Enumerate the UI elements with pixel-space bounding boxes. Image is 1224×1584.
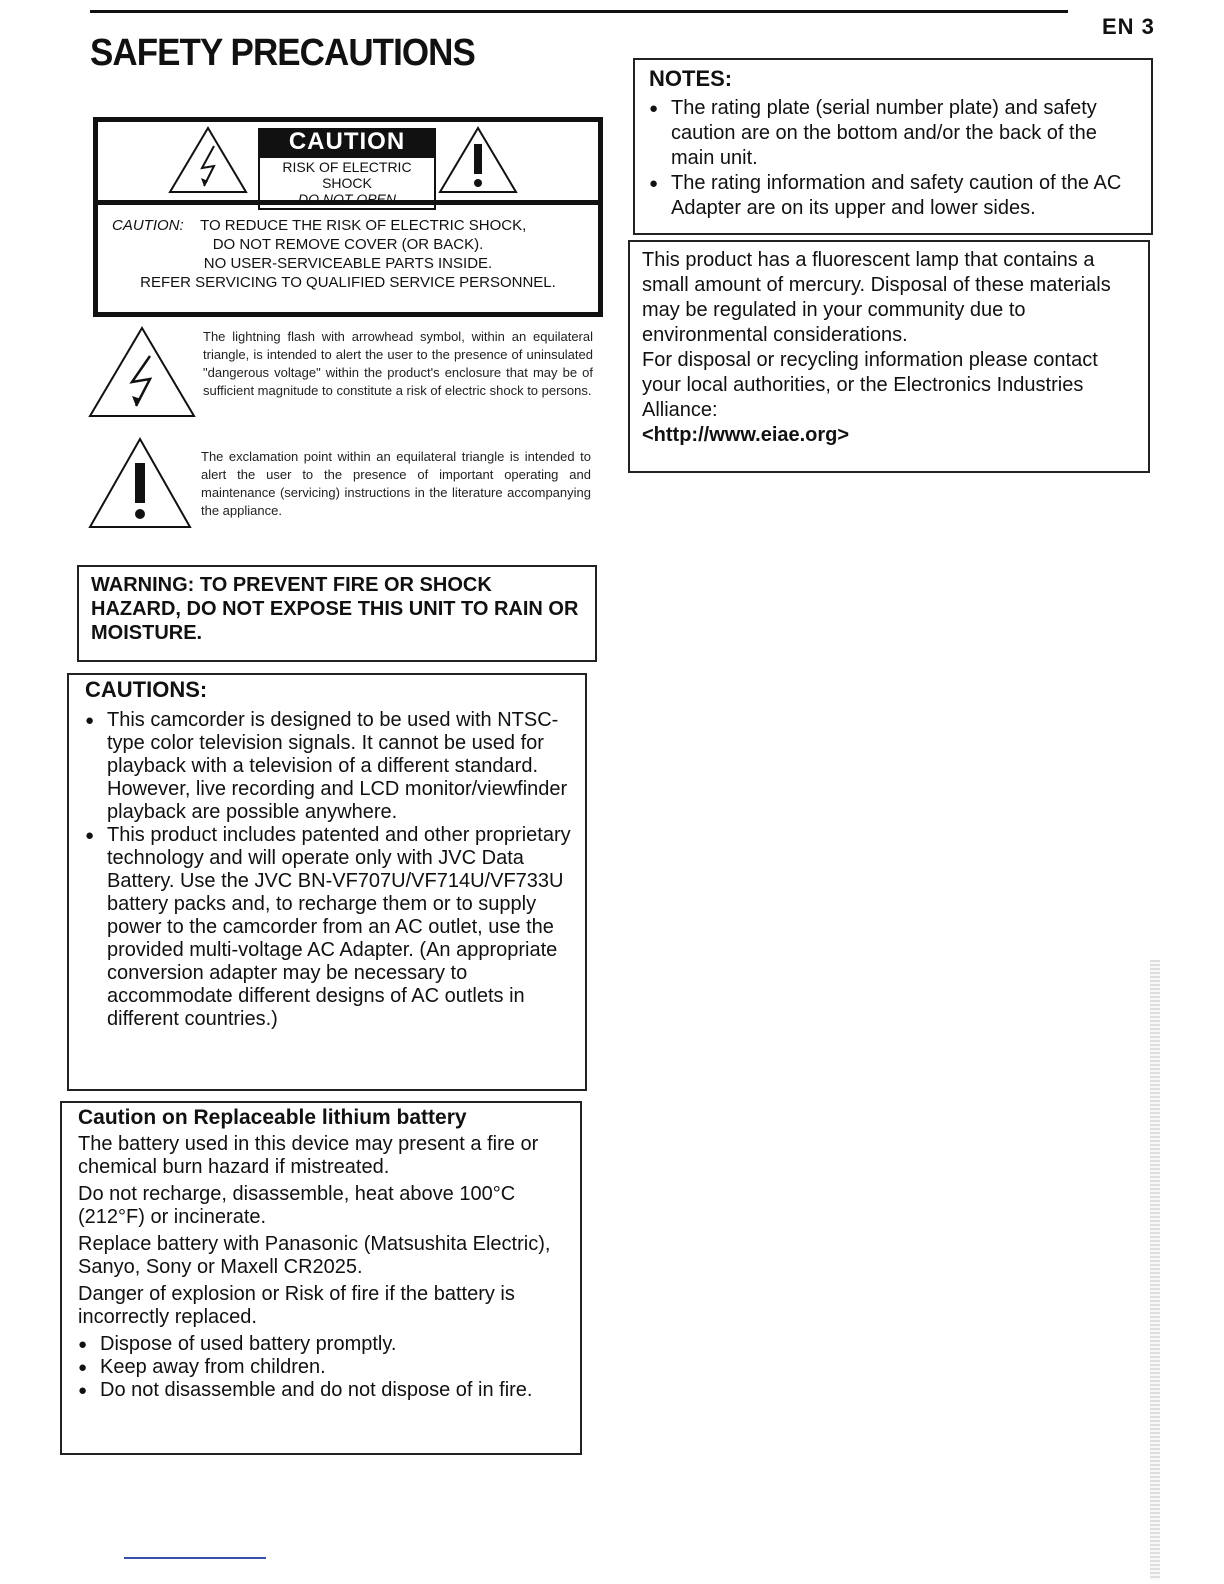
footer-rule xyxy=(124,1557,266,1559)
mercury-paragraph-1: This product has a fluorescent lamp that contains a small amount of mercury. Disposal of these materials may be regulated in your community due to environmental considerations. xyxy=(642,249,1111,346)
caution-banner xyxy=(258,128,436,210)
lightning-symbol-description: The lightning flash with arrowhead symbol, within an equilateral triangle, is intended to alert the user to the presence of uninsulated "dangerous voltage" within the product's enclosure that may be of sufficient magnitude to constitute a risk of electric shock to persons. xyxy=(203,329,593,398)
caution-line-4: REFER SERVICING TO QUALIFIED SERVICE PERSONNEL. xyxy=(140,274,556,291)
lithium-battery-box xyxy=(60,1101,582,1455)
warning-text: WARNING: TO PREVENT FIRE OR SHOCK HAZARD, DO NOT EXPOSE THIS UNIT TO RAIN OR MOISTURE. xyxy=(91,574,579,644)
cautions-box xyxy=(67,673,587,1091)
lightning-warning-icon xyxy=(168,126,248,194)
exclamation-symbol-description: The exclamation point within an equilateral triangle is intended to alert the user to the presence of important operating and maintenance (servicing) instructions in the literature accompanying the appliance. xyxy=(201,449,591,518)
list-item: ● Dispose of used battery promptly. xyxy=(78,1333,566,1356)
caution-line-2: DO NOT REMOVE COVER (OR BACK). xyxy=(212,236,484,253)
banner-line-risk: RISK OF ELECTRIC SHOCK xyxy=(282,159,412,191)
cautions-heading: CAUTIONS: xyxy=(85,677,208,702)
caution-line-1-text: TO REDUCE THE RISK OF ELECTRIC SHOCK, xyxy=(200,217,527,234)
cautions-list xyxy=(85,709,571,1031)
lithium-paragraph-3: Replace battery with Panasonic (Matsushita Electric), Sanyo, Sony or Maxell CR2025. xyxy=(78,1233,551,1278)
caution-line-1 xyxy=(112,216,584,235)
list-item: ● This product includes patented and other proprietary technology and will operate only with JVC Data Battery. Use the JVC BN-VF707U/VF714U/VF733U battery packs and, to recharge them or to supply power to the camcorder from an AC outlet, use the provided multi-voltage AC Adapter. (An appropriate conversion adapter may be necessary to accommodate different designs of AC outlets in different countries.) xyxy=(85,824,571,1031)
page-number: EN 3 xyxy=(1102,14,1155,39)
lightning-symbol-icon xyxy=(88,326,196,418)
caution-label-header xyxy=(98,122,598,205)
top-rule xyxy=(90,10,1068,13)
lithium-paragraph-4: Danger of explosion or Risk of fire if the battery is incorrectly replaced. xyxy=(78,1283,515,1328)
exclamation-symbol-icon xyxy=(88,437,192,529)
notes-box xyxy=(633,58,1153,235)
lithium-paragraph-2: Do not recharge, disassemble, heat above 100°C (212°F) or incinerate. xyxy=(78,1183,516,1228)
caution-banner-subtitle xyxy=(258,156,436,210)
caution-banner-title: CAUTION xyxy=(258,128,436,156)
mercury-notice-box xyxy=(628,240,1150,473)
list-item: ● This camcorder is designed to be used with NTSC-type color television signals. It cannot be used for playback with a television of a different standard. However, live recording and LCD monitor/viewfinder playback are possible anywhere. xyxy=(85,709,571,824)
caution-prefix: CAUTION: xyxy=(112,217,184,234)
warning-box xyxy=(77,565,597,662)
notes-list xyxy=(649,96,1137,221)
lithium-list xyxy=(78,1333,566,1402)
list-item: ● Keep away from children. xyxy=(78,1356,566,1379)
lithium-paragraph-1: The battery used in this device may present a fire or chemical burn hazard if mistreated. xyxy=(78,1133,539,1178)
banner-line-donotopen: DO NOT OPEN xyxy=(297,191,396,207)
mercury-paragraph-2: For disposal or recycling information please contact your local authorities, or the Electronics Industries Alliance: xyxy=(642,349,1098,421)
caution-label xyxy=(93,117,603,317)
list-item: ● Do not disassemble and do not dispose of in fire. xyxy=(78,1379,566,1402)
lithium-heading: Caution on Replaceable lithium battery xyxy=(78,1106,467,1129)
caution-line-3: NO USER-SERVICEABLE PARTS INSIDE. xyxy=(203,255,493,272)
page-title: SAFETY PRECAUTIONS xyxy=(90,32,475,74)
exclamation-warning-icon xyxy=(438,126,518,194)
list-item: ● The rating plate (serial number plate) and safety caution are on the bottom and/or the back of the main unit. xyxy=(649,96,1137,171)
scan-edge-artifact xyxy=(1150,960,1160,1580)
eiae-link[interactable]: <http://www.eiae.org> xyxy=(642,424,850,446)
list-item: ● The rating information and safety caution of the AC Adapter are on its upper and lower sides. xyxy=(649,171,1137,221)
notes-heading: NOTES: xyxy=(649,66,733,91)
caution-label-text xyxy=(112,216,584,292)
